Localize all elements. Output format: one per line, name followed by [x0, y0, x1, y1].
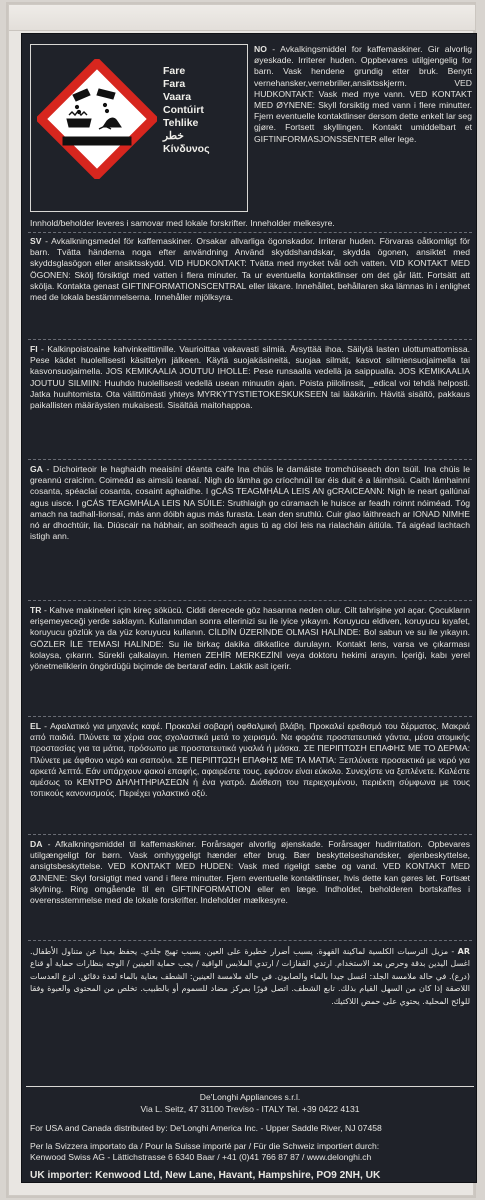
- divider: [28, 716, 472, 717]
- text-block-tr: [30, 605, 470, 672]
- lang-code: GA: [30, 464, 43, 474]
- uk-importer: UK importer: Kenwood Ltd, New Lane, Havant, Hampshire, PO9 2NH, UK: [30, 1169, 381, 1181]
- hazard-box: [30, 44, 248, 212]
- hazard-signal-words: [163, 65, 243, 156]
- lang-code: SV: [30, 236, 42, 246]
- usa-distributor: For USA and Canada distributed by: De'Longhi America Inc. - Upper Saddle River, NJ 07458: [30, 1123, 382, 1134]
- text-block-da: [30, 839, 470, 906]
- lang-text: - Kalkinpoistoaine kahvinkeittimille. Vaurioittaa vakavasti silmiä. Ärsyttää ihoa. Säilytä lasten ulottumattomissa. Pese kädet huolellisesti käsittelyn jälkeen. Käytä suojakäsineitä, suojaa silmät, kasvot silmiensuojaimella tai kasvonsuojaimella. JOS KEMIKAALIA JOUTUU IHOLLE: Pese runsaalla vedellä ja saippualla. JOS KEMIKAALIA JOUTUU SILMIIN: Huuhdo huolellisesti vedellä usean minuutin ajan. Poista piilolinssit, _edical voi tehdä helposti. Jatka huuhtomista. Ota välittömästi yhteys MYRKYTYSTIETOKESKUKSEEN tai lääkäriin. Hävitä sisältö, pakkaus paikallisten määräysten mukaisesti. Sisältää maitohappoa.: [30, 344, 470, 411]
- corrosive-pictogram-icon: [37, 59, 157, 179]
- footer-address: [22, 1092, 478, 1183]
- lang-text: - Kahve makineleri için kireç sökücü. Ciddi derecede göz hasarına neden olur. Cilt tahrişine yol açar. Çocukların erişemeyeceği yerde saklayın. Kullanımdan sonra ellerinizi su ile iyice yıkayın. Koruyucu eldiven, koruyucu kıyafet, koruyucu gözlük ya da yüz koruyucu kullanın. CİLDİN ÜZERİNDE OLMASI HALİNDE: Bol sabun ve su ile yıkayın. GÖZLER İLE TEMASI HALİNDE: Su ile birkaç dakika dikkatlice durulayın. Kontakt lens, varsa ve çıkarması kolaysa, çıkarın. Sürekli çalkalayın. Hemen ZEHİR MERKEZİNİ veya doktoru hekimi arayın. İçeriği, kabı yerel yönetmeliklerin öngördüğü biçimde de bertaraf edin. Laktik asit içerir.: [30, 605, 470, 672]
- label-panel: [21, 33, 477, 1183]
- swiss-importer: Per la Svizzera importato da / Pour la Suisse importé par / Für die Schweiz importiert durch:: [30, 1140, 380, 1151]
- signal-word: Fare: [163, 65, 186, 77]
- swiss-importer-address: Kenwood Swiss AG - Lättichstrasse 6 6340 Baar / +41 (0)41 766 87 87 / www.delonghi.ch: [30, 1152, 372, 1163]
- lang-text: Innhold/beholder leveres i samovar med lokale forskrifter. Inneholder melkesyre.: [30, 218, 335, 228]
- lang-code: EL: [30, 721, 41, 731]
- divider: [28, 834, 472, 835]
- text-block-no: [254, 44, 472, 145]
- text-block-ga: [30, 464, 470, 542]
- lang-text: - Avkalkningsmedel för kaffemaskiner. Orsakar allvarliga ögonskador. Irriterar huden. Förvaras oåtkomligt för barn. Tvätta händerna noga efter användning Använd skyddshandskar, skydda ögonen, ansiktet med skyddsglasögon eller ansiktsskydd. VID HUDKONTAKT: Tvätta med mycket tvål och vatten. VID KONTAKT MED ÖGONEN: Skölj försiktigt med vatten i flera minuter. Ta ur eventuella kontaktlinser om det går lätt. Fortsätt att skölja. Kontakta genast GIFTINFORMATIONSCENTRAL eller läkare. Innehållet, behållaren ska lämnas in i enlighet med de lokala bestämmelserna. Innehåller mjölksyra.: [30, 236, 470, 303]
- text-block-no-continued: [30, 218, 470, 229]
- company-address: Via L. Seitz, 47 31100 Treviso - ITALY Tel. +39 0422 4131: [140, 1103, 360, 1114]
- text-block-sv: [30, 236, 470, 303]
- lang-code: TR: [30, 605, 42, 615]
- divider: [28, 339, 472, 340]
- product-box: [8, 4, 474, 1196]
- signal-word: Contúirt: [163, 104, 204, 116]
- box-top-flap: [9, 5, 475, 31]
- lang-text: - Αφαλατικό για μηχανές καφέ. Προκαλεί σοβαρή οφθαλμική βλάβη. Προκαλεί ερεθισμό του δέρματος. Μακριά από παιδιά. Πλύνετε τα χέρια σας σχολαστικά μετά το χειρισμό. Να φοράτε προστατευτικά γάντια, μέσα ατομικής προστασίας για τα μάτια, πρόσωπο με προστατευτικά γυαλιά ή μάσκα. ΣΕ ΠΕΡΙΠΤΩΣΗ ΕΠΑΦΗΣ ΜΕ ΤΟ ΔΕΡΜΑ: Πλύνετε με άφθονο νερό και σαπούνι. ΣΕ ΠΕΡΙΠΤΩΣΗ ΕΠΑΦΗΣ ΜΕ ΤΑ ΜΑΤΙΑ: Ξεπλύνετε προσεκτικά με νερό για αρκετά λεπτά. Εάν υπάρχουν φακοί επαφής, αφαιρέστε τους, εφόσον είναι εύκολο. Συνεχίστε να ξεπλένετε. Καλέστε αμέσως το ΚΕΝΤΡΟ ΔΗΛΗΤΗΡΙΑΣΕΩΝ ή ένα γιατρό. Διάθεση του περιεχομένου, περιέκτη σύμφωνα με τους τοπικούς κανονισμούς. Περιέχει γαλακτικό οξύ.: [30, 721, 470, 799]
- signal-word: Vaara: [163, 91, 192, 103]
- signal-word: Tehlike: [163, 117, 199, 129]
- signal-word: Κίνδυνος: [163, 143, 210, 155]
- lang-text: - Afkalkningsmiddel til kaffemaskiner. Forårsager alvorlig øjenskade. Forårsager hudirritation. Opbevares utilgængeligt for børn. Vask omhyggeligt hænder efter brug. Bær beskyttelseshandsker, øjenbeskyttelse, ansigtsbeskyttelse. VED KONTAKT MED HUDEN: Vask med rigeligt sæbe og vand. VED KONTAKT MED ØJNENE: Skyl forsigtigt med vand i flere minutter. Fjern eventuelle kontaktlinser, hvis dette kan gøres let. Fortsæt skylning. Ring omgående til en GIFTINFORMATION eller en læge. Indholdet, beholderen bortskaffes i overensstemmelse med de lokale forskrifter. Indeholder mælkesyre.: [30, 839, 470, 906]
- text-block-fi: [30, 344, 470, 411]
- divider: [28, 232, 472, 233]
- lang-code: FI: [30, 344, 38, 354]
- lang-code: AR: [457, 947, 470, 956]
- lang-text: مزيل الترسبات الكلسية لماكينة القهوة. يسبب أضرار خطيرة على العين. يسبب تهيج جلدي. يحفظ بعيدا عن متناول الأطفال. اغسل اليدين بدقة وحرص بعد الاستخدام. ارتدي القفازات / ارتدي الملابس الواقية / يجب حماية العينين / الوجه بنظارات حماية أو قناع (درع). في حالة ملامسة الجلد: اغسل جيدا بالماء والصابون. في حالة ملامسة العينين: الشطف بعناية بالماء لعدة دقائق. انزع العدسات اللاصقة إذا كان من السهل القيام بذلك. تابع الشطف. اتصل فورًا بمركز مضاد للسموم أو بالطبيب. تخلص من المحتوى والعبوة وفقا للوائح المحلية. يحتوي على حمض اللاكتيك.: [30, 947, 470, 1006]
- divider: [28, 600, 472, 601]
- signal-word: خطر: [163, 130, 184, 142]
- lang-text: - Avkalkingsmiddel for kaffemaskiner. Gir alvorlig øyeskade. Irriterer huden. Oppbevares utilgjengelig for barn. Vask hendene grundig etter bruk. Benytt vernehansker,vernebriller,ansiktsskjerm. VED HUDKONTAKT: Vask med mye vann. VED KONTAKT MED ØYNENE: Skyll forsiktig med vann i flere minutter. Fjern eventuelle kontaktlinser dersom dette enkelt lar seg gjøre. Fortsett skyllingen. Kontakt umiddelbart et GIFTINFORMASJONSSENTER eller lege.: [254, 44, 472, 144]
- company-name: De'Longhi Appliances s.r.l.: [199, 1092, 301, 1102]
- text-block-el: [30, 721, 470, 799]
- divider: [28, 940, 472, 941]
- lang-text: - Díchoirteoir le haghaidh meaisíní déanta caife Ina chúis le damáiste tromchúiseach don tsúil. Ina chúis le greannú craicinn. Coimeád as aimsiú leanaí. Nigh do lámha go críochnúil tar éis duit é a láimhsiú. Caith lámhainní cosanta, spéaclaí cosanta, cosaint aghaidhe. I gCÁS TEAGMHÁLA LEIS AN gCRAICEANN: Nigh le neart gallúnaí agus uisce. I gCÁS TEAGMHÁLA LEIS NA SÚILE: Sruthlaigh go cúramach le huisce ar feadh roinnt nóiméad. Tóg amach na tadhall-lionsaí, más ann dóibh agus más furasta. Lean den sruthlú. Cuir glao láithreach ar IONAD NIMHE nó ar dhochtúir, lia. Diúscair na hábhair, an soitheach agus tú ag cloí leis na rialacháin áitiúla. Tá aigéad lachtach istigh ann.: [30, 464, 470, 542]
- text-block-ar: AR - مزيل الترسبات الكلسية لماكينة القهوة. يسبب أضرار خطيرة على العين. يسبب تهيج جلدي. يحفظ بعيدا عن متناول الأطفال. اغسل اليدين بدقة وحرص بعد الاستخدام. ارتدي القفازات / ارتدي الملابس الواقية / يجب حماية العينين / الوجه بنظارات حماية أو قناع (درع). في حالة ملامسة الجلد: اغسل جيدا بالماء والصابون. في حالة ملامسة العينين: الشطف بعناية بالماء لعدة دقائق. انزع العدسات اللاصقة إذا كان من السهل القيام بذلك. تابع الشطف. اتصل فورًا بمركز مضاد للسموم أو بالطبيب. تخلص من المحتوى والعبوة وفقا للوائح المحلية. يحتوي على حمض اللاكتيك.: [30, 947, 470, 1006]
- lang-code: DA: [30, 839, 43, 849]
- divider: [28, 459, 472, 460]
- lang-code: NO: [254, 44, 267, 54]
- signal-word: Fara: [163, 78, 186, 90]
